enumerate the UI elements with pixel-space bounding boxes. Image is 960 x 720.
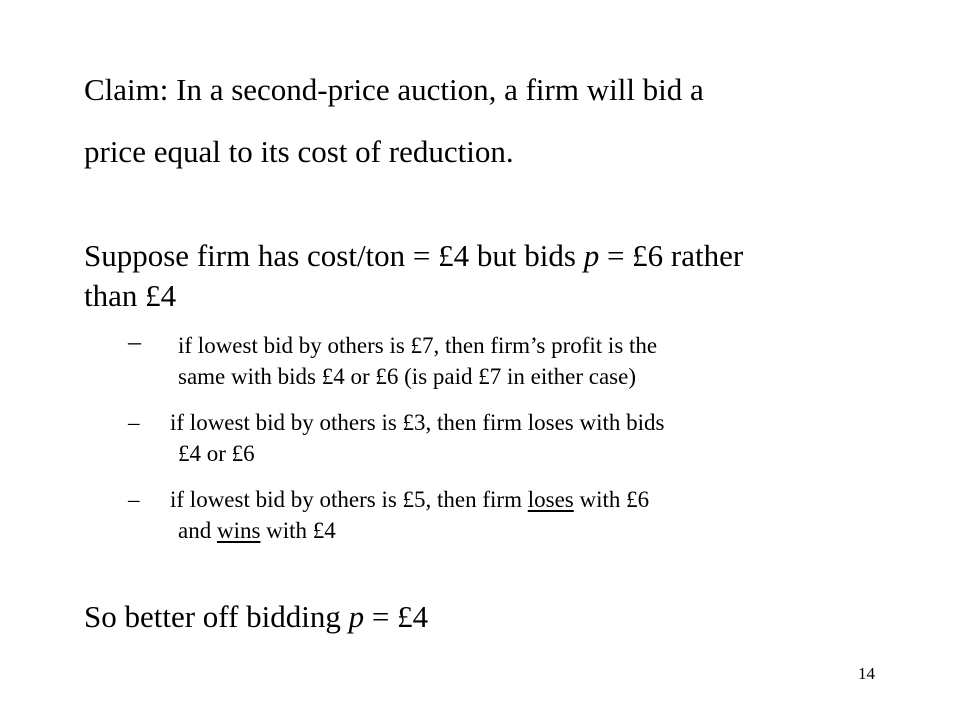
subpoint-3-line-1 [128,484,888,515]
subpoint-2-line-2: £4 or £6 [178,441,255,466]
conclusion-paragraph [84,597,428,637]
subpoint-1-line-1: if lowest bid by others is £7, then firm’s profit is the [178,333,658,358]
underlined-loses: loses [527,487,574,512]
subpoint-dash: – [128,410,140,435]
subpoint-3-line-2 [128,515,888,546]
subpoint-1 [128,327,888,392]
suppose-line-1 [84,236,884,276]
subpoint-3-text-before: if lowest bid by others is £5, then firm [170,487,528,512]
suppose-line-2: than £4 [84,278,177,313]
suppose-variable-p: p [583,238,600,273]
suppose-paragraph [84,236,884,316]
subpoint-3-line-2-after: with £4 [260,518,336,543]
claim-line-1: Claim: In a second-price auction, a firm will bid a [84,72,704,107]
page-number: 14 [858,664,875,683]
subpoint-2-line-1: if lowest bid by others is £3, then firm loses with bids [170,410,665,435]
subpoint-dash: – [128,487,140,512]
conclusion-variable-p: p [348,599,365,634]
subpoint-dash: – [128,327,141,356]
subpoint-3-text-after: with £6 [573,487,650,512]
conclusion-text-after: = £4 [364,599,429,634]
conclusion-text-before: So better off bidding [84,599,349,634]
underlined-wins: wins [216,518,261,543]
suppose-text-before: Suppose firm has cost/ton = £4 but bids [84,238,584,273]
claim-paragraph [84,59,704,183]
claim-line-2: price equal to its cost of reduction. [84,134,514,169]
subpoint-2 [128,407,888,469]
suppose-text-after: = £6 rather [599,238,744,273]
subpoint-3-line-2-before: and [178,518,217,543]
subpoint-1-line-2: same with bids £4 or £6 (is paid £7 in either case) [178,364,636,389]
subpoint-3 [128,484,888,546]
